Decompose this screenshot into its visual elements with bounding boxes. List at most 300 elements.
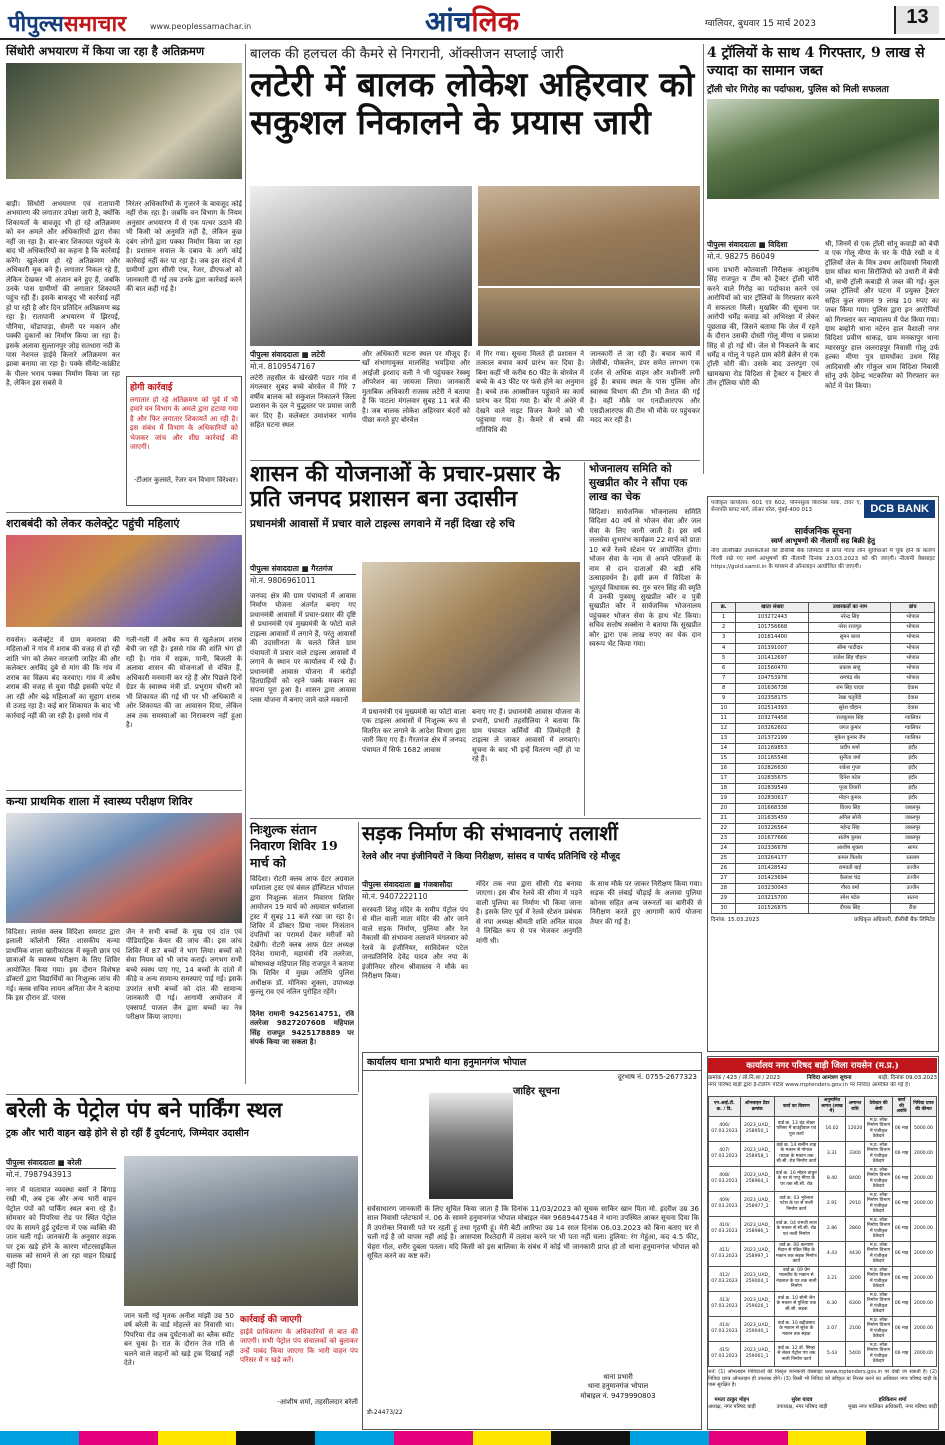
table-row [709, 1341, 937, 1366]
table-row [709, 1141, 937, 1166]
table-cell: भोपाल [891, 653, 935, 663]
dcb-logo: DCB BANK [864, 500, 935, 518]
table-cell: 2023_UAD_ 258986_1 [740, 1216, 774, 1241]
table-row [709, 1166, 937, 1191]
table-cell: 101423694 [736, 873, 809, 883]
table-cell: 5.43 [819, 1341, 846, 1366]
table-cell: 2023_UAD_ 258958_1 [740, 1141, 774, 1166]
trolley-mobile: मो.नं. 98275 86049 [707, 252, 775, 261]
table-cell: 2023_UAD_ 258950_1 [740, 1116, 774, 1141]
table-cell: 102514393 [736, 703, 809, 713]
table-cell: म.प्र. लोक निर्माण विभाग में पंजीकृत ठेकेदार [865, 1141, 893, 1166]
section-title [425, 2, 519, 40]
table-row [709, 1216, 937, 1241]
table-cell: ग्वालियर [891, 713, 935, 723]
table-cell: म.प्र. लोक निर्माण विभाग में पंजीकृत ठेकेदार [865, 1216, 893, 1241]
dcb-col-no: क्र. [712, 603, 736, 613]
table-row [712, 843, 935, 853]
table-cell: 2000.00 [910, 1166, 936, 1191]
table-cell: सुमन बाला [809, 633, 891, 643]
story-petrol-parking [6, 1098, 358, 1430]
table-cell: 15 [712, 753, 736, 763]
santan-contacts: दिनेश रामानी 9425614751, रवि तलरेजा 9827207608 महिपाल सिंह राजपूत 9425178889 पर संपर्क किया जा सकता है। [250, 1010, 354, 1047]
table-row [712, 673, 935, 683]
table-cell: प्रदीप शर्मा [809, 743, 891, 753]
road-headline: सड़क निर्माण की संभावनाएं तलाशीं [362, 821, 618, 845]
tender-column-header: अमानत राशि [845, 1097, 864, 1117]
table-cell: उज्जैन [891, 873, 935, 883]
table-cell: ग्वालियर [891, 723, 935, 733]
table-cell: सुरेश चौहान [809, 703, 891, 713]
table-cell: इंदौर [891, 783, 935, 793]
table-row [712, 763, 935, 773]
table-cell: 2.86 [819, 1216, 846, 1241]
column-divider [358, 822, 359, 1092]
action-box-quote: लगातार हो रहे अतिक्रमण को पूर्व में भी हमारे वन विभाग के अमले द्वारा हटाया गया है और फिर लगातार शिकायतें आ रही है। इस संबंध में विभाग के अधिकारियों को भेजकर जांच और शीघ्र कार्रवाई की जाएगी। [130, 396, 238, 452]
table-cell: भोपाल [891, 643, 935, 653]
action-box-signature: -टीआर कुलस्ते, रेंजर वन विभाग विरेश्वर। [133, 476, 238, 484]
table-cell: 7 [712, 673, 736, 683]
tender-signatory-2 [776, 1397, 827, 1411]
section-title-a: आंच [425, 5, 472, 38]
table-cell: वार्ड क्र. 13 चंद्र शेखर परिसर में बाउंड्रीवाल एवं पुल कार्य [774, 1116, 818, 1141]
table-cell: 2.07 [819, 1316, 846, 1341]
table-cell: 101428542 [736, 863, 809, 873]
table-row [712, 753, 935, 763]
table-cell: 102336678 [736, 843, 809, 853]
table-cell: दिनेश पटेल [809, 773, 891, 783]
tender-title: कार्यालय नगर परिषद बाड़ी जिला रायसेन (म.प्र.) [708, 1058, 937, 1073]
print-color-bar [0, 1431, 945, 1445]
table-row [712, 643, 935, 653]
table-cell: 06 माह [893, 1116, 911, 1141]
table-cell: अनिल सोनी [809, 813, 891, 823]
table-cell: 102830617 [736, 793, 809, 803]
road-body-3: के साथ मौके पर जाकर निरीक्षण किया गया। सड़क की लंबाई चौड़ाई के अलावा पुलिया कोनस सहित अन्य जरूरतों का बारीकी से निरीक्षण करते हुए आगामी कार्य योजना तैयार की गई है। [590, 880, 702, 926]
table-cell: वार्ड क्र. 03 भूरेलाल पटेल के घर से नाली निर्माण कार्य [774, 1191, 818, 1216]
table-cell: 101526875 [736, 903, 809, 913]
table-row [712, 823, 935, 833]
table-cell: कमल किशोर [809, 853, 891, 863]
table-cell: 414/ 07.03.2023 [709, 1316, 741, 1341]
library-body: विदिशा। सार्वजनिक भोजनालय समिति विदिशा 40 वर्ष से भोजन सेवा और जल सेवा के लिए जानी जाती है। इस वर्ष जलसेवा शुभारंभ कार्यक्रम 22 मार्च को प्रातः 10 बजे रेलवे स्टेशन पर आयोजित होगा। भोजन सेवा के नाम से अपने परिजनों के नाम से दान दाताओं की बड़ी रुचि उत्साहवर्धन है। इसी क्रम में विदिशा के भूतपूर्व विधायक स्व. गुरु चरन सिंह की स्मृति में उनकी पुत्रवधू सुखप्रीत कौर व पुत्री सुखप्रीत कौर ने सार्वजनिक भोजनालय पहुंचकर भोजन सेवा के हाथ भेंट किया। सचिव सत्तोष सक्सेना ने बताया कि सुखप्रीत कौर द्वारा एक लाख रुपए का चेक दान स्वरूप भेंट किया गया। [589, 508, 701, 649]
seized-trolleys-photo [707, 99, 939, 199]
table-cell: 2100 [845, 1316, 864, 1341]
table-cell: 6 [712, 663, 736, 673]
table-cell: 06 माह [893, 1291, 911, 1316]
missing-girl-photo [429, 1093, 513, 1199]
tender-signatory-3 [848, 1397, 937, 1411]
tender-column-header: कार्य की अवधि [893, 1097, 911, 1117]
police-sign-title: थाना प्रभारी [603, 1373, 633, 1381]
table-cell: 2000.00 [910, 1291, 936, 1316]
tender-column-header: ऑनलाइन टेंडर क्रमांक [740, 1097, 774, 1117]
table-cell: 10 [712, 703, 736, 713]
story-road-survey [362, 822, 702, 1052]
dcb-date: दिनांक: 15.03.2023 [711, 916, 760, 923]
table-cell: 103230043 [736, 883, 809, 893]
table-cell: 2023_UAD_ 259040_1 [740, 1316, 774, 1341]
table-cell: 6300 [845, 1291, 864, 1316]
table-cell: राजेश सिंह चौहान [809, 653, 891, 663]
table-row [712, 803, 935, 813]
police-sign-mobile: मोबाइल नं. 9479990803 [580, 1391, 656, 1400]
health-camp-photo [6, 813, 242, 923]
story-health-body: विदिशा। लायंस क्लब विदिशा समराट द्वारा इलाली कॉलोनी स्थित शासकीय कन्या प्राथमिक शाला खारीफाटक में स्कूली छात्र एवं छात्राओं के स्वास्थ्य परीक्षण के लिए शिविर आयोजित किया गया। इस दौरान विशेषज्ञ डॉक्टरों द्वारा विद्यार्थियों का निःशुल्क जांच की गई। क्लब सचिव लायन अनिता जैन ने बताया कि इस दौरान डॉ. पारस [6, 928, 120, 1003]
table-cell: 06 माह [893, 1166, 911, 1191]
story-liquor-headline: शराबबंदी को लेकर कलेक्ट्रेट पहुंची महिलाएं [6, 517, 180, 530]
table-cell: 103272443 [736, 613, 809, 623]
logo-main: पीपुल्स [8, 11, 64, 37]
lead-story [250, 44, 700, 456]
table-cell: जगत कुमार [809, 723, 891, 733]
table-cell: ग्वालियर [891, 733, 935, 743]
table-cell: 2000.00 [910, 1316, 936, 1341]
table-cell: 2023_UAD_ 258977_1 [740, 1191, 774, 1216]
table-cell: सागर [891, 843, 935, 853]
table-cell: 22 [712, 823, 736, 833]
table-cell: 25 [712, 853, 736, 863]
table-cell: 411/ 07.03.2023 [709, 1241, 741, 1266]
table-cell: 101677666 [736, 833, 809, 843]
table-cell: 5000.00 [910, 1116, 936, 1141]
table-cell: 101165548 [736, 753, 809, 763]
road-body-2: मंदिर तक नपा द्वारा सीसी रोड बनाया जाएगा। इस बीच रेलवे की सीमा में पड़ने वाली पुलिया का निर्माण भी किया जाना है। इसके लिए पूर्व में रेलवे स्टेशन प्रबंधक से नपा अध्यक्ष श्रीमती शशि अनिल यादव ने लिखित रूप से पत्र भेजकर अनुमति मांगी थी। [476, 880, 582, 945]
table-cell: सतना [891, 893, 935, 903]
table-cell: 24 [712, 843, 736, 853]
petrol-box-signature: -आशीष शर्मा, तहसीलदार बरेली [277, 1398, 358, 1406]
tender-table-body [709, 1116, 937, 1366]
table-cell: म.प्र. लोक निर्माण विभाग में पंजीकृत ठेकेदार [865, 1166, 893, 1191]
table-row [712, 853, 935, 863]
table-row [712, 863, 935, 873]
petrol-subhead: ट्रक और भारी वाहन खड़े होने से हो रहीं हैं दुर्घटनाएं, जिम्मेदार उदासीन [6, 1128, 249, 1140]
table-cell: दीपक सिंह [809, 903, 891, 913]
table-cell: वार्ड क्र. 09 प्रेम मालवीय के मकान से नंदलाल के घर तक नाली निर्माण [776, 1267, 817, 1290]
table-cell: 27 [712, 873, 736, 883]
table-cell: जबलपुर [891, 813, 935, 823]
table-row [712, 713, 935, 723]
table-cell: देवास [891, 703, 935, 713]
table-cell: 103264177 [736, 853, 809, 863]
table-cell: रीवा [891, 903, 935, 913]
yojana-mobile: मो.नं. 9806961011 [250, 576, 316, 585]
rescue-photo-2 [478, 186, 700, 286]
dcb-footer: प्राधिकृत अधिकारी, डीसीबी बैंक लिमिटेड [854, 916, 935, 923]
dcb-notice-title: सार्वजनिक सूचना [794, 527, 852, 537]
divider [6, 512, 242, 513]
table-cell: 06 माह [893, 1241, 911, 1266]
lead-body-3: में गिर गया। सूचना मिलते ही प्रशासन ने तत्काल बचाव कार्य प्रारंभ कर दिया है। बिना कहीं भी करीब 60 फीट के बोरवेल में बच्चे के 43 फीट पर फंसे होने का अनुमान है। बच्चे तक आक्सीजन पहुंचाने का कार्य प्रारंभ कर दिया गया है। बोर में अंधेरे में देखने वाले नाइट विजन कैमरे को भी पहुंचाया गया है। कैमरे से बच्चे की गतिविधि की [476, 350, 584, 434]
table-cell: 13 [712, 733, 736, 743]
petrol-headline: बरेली के पेट्रोल पंप बने पार्किंग स्थल [6, 1097, 283, 1122]
table-cell: 06 माह [893, 1141, 911, 1166]
story-trolley-theft [707, 44, 939, 494]
table-cell: 8.40 [819, 1166, 846, 1191]
tender-ref-right: बाड़ी, दिनांक 09.03.2023 [878, 1075, 937, 1081]
dcb-intro: नीचे उल्लिखित उधारकर्ताओं को डीसीबी बैंक लिमिटेड से प्राप्त गोल्ड लोन सुविधाओं में चूक होने के कारण गिरवी रखे गए स्वर्ण आभूषणों की नीलामी दिनांक 23.03.2023 को की जाएगी। नीलामी वेबसाइट https://gold.samil.in के माध्यम से ऑनलाइन आयोजित की जाएगी। [711, 548, 935, 570]
table-cell: वार्ड क्र. 04 रामजी लाल के मकान से सी.सी. रोड एवं नाली निर्माण [774, 1216, 818, 1241]
table-row [712, 743, 935, 753]
table-row [712, 773, 935, 783]
dcb-auction-table [711, 602, 935, 913]
website-url: www.peoplessamachar.in [150, 22, 252, 31]
lead-kicker: बालक की हलचल की कैमरे से निगरानी, ऑक्सीजन सप्लाई जारी [250, 46, 564, 62]
story-encroachment-headline: सिंधोरी अभयारण में किया जा रहा है अतिक्रमण [6, 44, 205, 58]
tender-signatory-1 [708, 1397, 756, 1411]
table-cell: 2910 [845, 1191, 864, 1216]
table-row [712, 723, 935, 733]
table-row [712, 703, 935, 713]
yojana-body-1: जनपद क्षेत्र की ग्राम पंचायतों में आवास निर्माण योजना अंतर्गत बनाए गए प्रधानमंत्री आवासों में प्रचार-प्रसार की दृष्टि से प्रधानमंत्री एवं मुख्यमंत्री के फोटो वाले टाइल्स आवासों में लगाने हैं, परंतु आवासों की उदासीनता के चलते जिले ग्राम पंचायतों में प्रचार वाले टाइल्स आवासों में लगाने के स्थान पर कार्यालय में रखे हैं। प्रधानमंत्री आवास योजना में करोड़ों हितग्राहियों को रहने पक्के मकान का सपना पूरा हुआ है। शासन द्वारा आवास प्लस योजना में बनाए जाने वाले मकानों [250, 592, 356, 704]
table-cell: 06 माह [893, 1341, 911, 1366]
table-cell: म.प्र. लोक निर्माण विभाग में पंजीकृत ठेकेदार [865, 1316, 893, 1341]
table-cell: 16.02 [819, 1116, 846, 1141]
petrol-body-2: जान चली गई मृतक अनीश मांझी उम्र 50 वर्ष बरेली के वार्ड मोहल्ले का निवासी था। पिपरिया रोड अब दुर्घटनाओं का ब्लैक स्पॉट बन चुका है। रात के दौरान तेज गति से चलने वाले वाहनों को खड़े ट्रक दिखाई नहीं देते। [124, 1312, 234, 1368]
table-row [712, 783, 935, 793]
table-cell: 2000.00 [910, 1191, 936, 1216]
table-cell: 2.91 [819, 1191, 846, 1216]
tender-ref-center: निविदा आमंत्रण सूचना [806, 1075, 852, 1081]
table-cell: 23 [712, 833, 736, 843]
story-encroachment [6, 44, 242, 510]
rescue-photo-3 [478, 288, 700, 346]
table-cell: 06 माह [893, 1191, 911, 1216]
table-cell: सीमा पाटीदार [809, 643, 891, 653]
table-row [712, 873, 935, 883]
road-mobile: मो.नं. 9407222110 [362, 892, 428, 901]
table-cell: 102826630 [736, 763, 809, 773]
table-cell: 2000.00 [910, 1266, 936, 1291]
table-cell: 406/ 07.03.2023 [709, 1116, 741, 1141]
divider [6, 790, 242, 791]
table-row [709, 1266, 937, 1291]
police-doc-ref: डी-24473/22 [367, 1409, 403, 1416]
table-cell: 3300 [845, 1141, 864, 1166]
road-byline: पीपुल्स संवाददाता ■ गंजबासौदा [362, 880, 468, 891]
trolley-body-1: थाना प्रभारी कोतवाली निरीक्षक आशुतोष सिंह राजपूत व टीम को ट्रैक्टर ट्रॉली चोरी करने वाले गिरोह का पर्दाफाश करने एवं आरोपियों को चार ट्रॉलियों के गिरफ्तार करने में सफलता मिली। मुखबिर की सूचना पर आरोपी धर्मेंद्र कवाड़ को अभिरक्षा में लेकर पूछताछ की, जिसने बताया कि जेल में रहने के दौरान उसकी दोस्ती गोलू मीणा व प्रकाश सिंह से हो गई थी। जेल से निकलने के बाद धर्मेंद्र व गोलू ने पहले ग्राम कोरी ब्रेलेन से एक ट्रॉली चोरी की। उसके बाद उत्तरपुरा एवं खामखया रोड विदिशा से ट्रैक्टर व ट्रैक्टर से तीन ट्रॉलिया चोरी की [707, 266, 819, 388]
table-row [709, 1316, 937, 1341]
table-cell: भोपाल [891, 673, 935, 683]
table-cell: राकेश गुप्ता [809, 763, 891, 773]
table-cell: वार्ड क्र. 06 कल्याण मैदान से पंडित सिंह के मकान तक सड़क निर्माण कार्य [776, 1242, 817, 1265]
table-cell: जबलपुर [891, 833, 935, 843]
table-row [712, 683, 935, 693]
table-cell: रामचंद्र बोर [809, 673, 891, 683]
tender-column-header: ठेकेदार की श्रेणी [865, 1097, 893, 1117]
table-cell: 101814400 [736, 633, 809, 643]
encroachment-photo [6, 63, 242, 179]
table-cell: 4 [712, 643, 736, 653]
table-cell: 2000.00 [910, 1241, 936, 1266]
stacked-tiles-photo [362, 562, 580, 702]
table-cell: 101412697 [736, 653, 809, 663]
table-cell: 101668338 [736, 803, 809, 813]
table-cell: वार्ड क्र. 10 सोनी जैन के मकान से पुलिया तक सी.सी. सड़क [774, 1291, 818, 1316]
table-cell: 3.21 [819, 1266, 846, 1291]
dcb-bank-notice [707, 496, 939, 1052]
tender-sign-3-role: मुख्य नगर पालिका अधिकारी, नगर परिषद बाड़ी [848, 1403, 937, 1410]
dcb-col-name: उधारकर्ता का नाम [809, 603, 891, 613]
table-cell: 28 [712, 883, 736, 893]
table-cell: 9 [712, 693, 736, 703]
table-cell: म.प्र. लोक निर्माण विभाग में पंजीकृत ठेकेदार [865, 1266, 893, 1291]
action-box-title: होगी कार्रवाई [130, 383, 173, 393]
road-subhead: रेलवे और नपा इंजीनियरों ने किया निरीक्षण, सांसद व पार्षद प्रतिनिधि रहे मौजूद [362, 852, 621, 862]
table-cell: 17 [712, 773, 736, 783]
tender-column-header: निविदा प्रपत्र की कीमत [910, 1097, 936, 1117]
table-cell: 3.31 [819, 1141, 846, 1166]
table-cell: वार्ड क्र. 14 सलीम शाह के मकान से गोपाल पाठक के मकान तक सी.सी. रोड निर्माण कार्य [774, 1141, 818, 1166]
table-row [712, 623, 935, 633]
table-cell: म.प्र. लोक निर्माण विभाग में पंजीकृत ठेकेदार [865, 1291, 893, 1316]
table-row [712, 793, 935, 803]
logo-accent: समाचार [63, 11, 127, 37]
road-body-1: सरस्वती शिशु मंदिर के समीप पेट्रोल पंप से मील वाली माता मंदिर की ओर जाने वाले सड़क निर्माण, पुलिया और रेल नैकासी की संभावना तलाशने मंगलवार को रेलवे के इंजीनियर, साविदेकर पटेल जनप्रतिनिधि देवेंद्र यादव और नपा के इंजीनियर सौरभ श्रीवास्तव ने मौके का निरीक्षण किया। [362, 906, 468, 981]
table-cell: आशीष शुक्ला [809, 843, 891, 853]
santan-headline: निःशुल्क संतान निवारण शिविर 19 मार्च को [250, 822, 338, 870]
lead-headline: लटेरी में बालक लोकेश अहिरवार को सकुशल निकालने के प्रयास जारी [250, 65, 695, 144]
petrol-pump-photo [124, 1156, 358, 1306]
table-cell: 20 [712, 803, 736, 813]
table-cell: 12 [712, 723, 736, 733]
yojana-subhead: प्रधानमंत्री आवासों में प्रचार वाले टाइल्स लगवाने में नहीं दिखा रहे रुचि [250, 517, 515, 530]
table-row [712, 693, 935, 703]
table-cell: भोपाल [891, 663, 935, 673]
table-cell: राजकुमार सिंह [809, 713, 891, 723]
story-encroachment-body: बाड़ी। सिंधोरी अभयारण एवं रातापानी अभयारण की लगातार उपेक्षा जारी है, क्योंकि शिकायतों के बावजूद भी हो रहे अतिक्रमण को वन अमले और अधिकारियों द्वारा रोका नहीं जा रहा है। बार-बार शिकायत पहुंचने के बाद भी अधिकारियों का कहना है कि कार्रवाई करेंगे। खुलेआम हो रहे अतिक्रमण और अधिकारी मूक बने हैं। लगातार निकल रहे हैं, लेकिन देखकर भी अंजान बने हुए हैं, जबकि उनके पास ग्रामीणों की लगातार शिकायतें पहुंच रही हैं। इसके बावजूद भी कार्रवाई नहीं हो पा रही है और दिन प्रतिदिन अतिक्रमण बढ़ रहा है। रातापानी अभयारण में झिरपई, पौनिया, चोंडापाड़ा, सेमरी पर मकान और पक्की दुकानों का निर्माण किया जा रहा है। इसके अलावा सुल्तानपुर जोड़ सतधारा नदी के पास नेशनल हाईवे किनारे अतिक्रमण कर झाबा बनाया जा रहा है। पक्के सीमेंट-कांक्रीट के पीलर भराव पक्का निर्माण किया जा रहा है, लेकिन इस सबसे वे [6, 200, 120, 388]
table-cell: उज्जैन [891, 863, 935, 873]
column-divider [584, 462, 585, 816]
lead-byline: पीपुल्स संवाददाता ■ लटेरी [250, 350, 360, 361]
table-row [709, 1191, 937, 1216]
table-cell: 408/ 07.03.2023 [709, 1166, 741, 1191]
lead-body-4: जानकारी ले जा रही है। बचाव कार्य में जेसीबी, पोकलेन, डंपर समेत लगभग एक दर्जन से अधिक वाहन और मशीनरी लगी हुई हैं। बचाव स्थल के पास पुलिस और स्वास्थ्य विभाग की टीम भी तैनात की गई है। वहीं मौके पर एनडीआरएफ और एसडीआरएफ की टीम भी मौके पर पहुंचकर मदद कर रही है। [590, 350, 700, 425]
table-row [709, 1116, 937, 1141]
table-cell: 103262602 [736, 723, 809, 733]
petrol-box-title: कार्रवाई की जाएगी [240, 1315, 302, 1325]
table-cell: म.प्र. लोक निर्माण विभाग में पंजीकृत ठेकेदार [865, 1116, 893, 1141]
table-cell: इंदौर [891, 763, 935, 773]
trolley-headline: 4 ट्रॉलियों के साथ 4 गिरफ्तार, 9 लाख से ज्यादा का सामान जब्त [707, 45, 925, 80]
table-cell: उज्जैन [891, 883, 935, 893]
table-cell: 06 माह [893, 1316, 911, 1341]
table-cell: इंदौर [891, 743, 935, 753]
tender-intro: नगर परिषद बाड़ी द्वारा ई-टेंडरिंग पोर्टल www.mptenders.gov.in पर निविदा आमंत्रित की गई है। [708, 1082, 911, 1089]
police-missing-notice [362, 1052, 702, 1430]
table-cell: 2 [712, 623, 736, 633]
dcb-col-account: खाता संख्या [736, 603, 809, 613]
table-cell: 2000.00 [910, 1216, 936, 1241]
police-phone: दूरभाष नं. 0755-2677323 [617, 1073, 697, 1081]
table-cell: 06 माह [893, 1266, 911, 1291]
tender-sign-1-name: ममता ठाकुर मोहन [714, 1396, 750, 1403]
table-cell: म.प्र. लोक निर्माण विभाग में पंजीकृत ठेकेदार [865, 1241, 893, 1266]
table-cell: मुकेश कुमार जैन [809, 733, 891, 743]
table-cell: नरेश राजपूत [809, 623, 891, 633]
table-row [712, 883, 935, 893]
tender-table [708, 1096, 937, 1367]
yojana-byline: पीपुल्स संवाददाता ■ गैरतगंज [250, 564, 356, 575]
police-signatory [543, 1373, 693, 1401]
tender-note: शर्तें: (1) ऑनलाइन निविदाओं की विस्तृत जानकारी वेबसाइट www.mptenders.gov.in पर देखी जा सकती है। (2) निविदा प्रपत्र ऑनलाइन ही उपलब्ध होंगे। (3) किसी भी निविदा को स्वीकृत या निरस्त करने का अधिकार नगर परिषद बाड़ी के पास सुरक्षित है। [708, 1368, 937, 1389]
section-title-b: लिक [471, 5, 520, 38]
trolley-body-2: थी, जिनमें से एक ट्रॉली सोनू कवाड़ी को बेची व एक गोलू मीणा के घर के पीछे रखी व ये ट्रॉलियाँ जेल के मित्र उधम आदिवासी निवासी ग्राम घोंका थाना सिरोंजियो को उधारी में बेची थी, सभी ट्रॉली कबाड़ी से जब्त की गई। कुल जब्त ट्रॉलियों और घटना में प्रयुक्त ट्रैक्टर सहित कुल सामान 9 लाख 10 रुपए का जब्त किया गया। पुलिस द्वारा इन आरोपियों को गिरफ्तार कर न्यायालय में पेश किया गया। ग्राम बम्होरी थाना नटेरन हाल वैशाली नगर विदिशा प्रवीण धाकड़, ग्राम मनकापुर थाना ग्यारसपुर हाल जलराहपुर निवासी गोलू उर्फ हल्का मीणा पुत्र ग्रामघोंका उधम सिंह आदिवासी और गोकुल धाम विदिशा निवासी सोनू उर्फ देवेन्द्र भटकरिया को गिरफ्तार कर कोर्ट में पेश किया। [825, 240, 939, 390]
column-divider [245, 44, 246, 1084]
table-cell: 1 [712, 613, 736, 623]
table-cell: देवास [891, 693, 935, 703]
story-donation-cheque [589, 462, 701, 816]
petrol-action-box [240, 1312, 358, 1428]
table-cell: जबलपुर [891, 823, 935, 833]
yojana-headline: शासन की योजनाओं के प्रचार-प्रसार के प्रति जनपद प्रशासन बना उदासीन [250, 461, 560, 513]
table-cell: इंदौर [891, 753, 935, 763]
dcb-col-branch: ब्रांच [891, 603, 935, 613]
table-cell: वार्ड क्र. 16 मोहन ठाकुर के घर से पप्पू मीणा के घर तक सी.सी. रोड [774, 1166, 818, 1191]
petrol-mobile: मो.नं. 7987943913 [6, 1170, 72, 1179]
story-encroachment-body-b: निरंतर अधिकारियों के गुजरने के बावजूद कोई नहीं रोक रहा है। जबकि वन विभाग के नियम अनुसार अभयारण में से एक पत्थर उठाने की भी किसी को अनुमति नहीं है, लेकिन कुछ दबंग लोगों द्वारा पक्का निर्माण किया जा रहा है। प्रशासन सवाल के दबाव के आगे कोई कार्रवाई नहीं कर पा रहा है। जब इस संदर्भ में ग्रामीणों द्वारा सीसी एफ, रेंजर, डीएफओ को जानकारी दी गई तब उनके द्वारा कार्रवाई करने की बात कही गई है। [126, 200, 242, 293]
table-cell: 4430 [845, 1241, 864, 1266]
story-health-camp [6, 794, 242, 1090]
table-cell: 3 [712, 633, 736, 643]
yojana-body-2: में प्रधानमंत्री एवं मुख्यमंत्री का फोटो वाला एक टाइल्स आवासों में निःशुल्क रूप से वितरित कर लगाने के आदेश विभाग द्वारा जारी किए गए हैं। गैरतगंज क्षेत्र में जनपद पंचायत में सिर्फ 1682 आवास [362, 708, 466, 754]
table-cell: 2000.00 [910, 1141, 936, 1166]
table-cell: 409/ 07.03.2023 [709, 1191, 741, 1216]
table-cell: 3200 [845, 1266, 864, 1291]
table-cell: गौरव वर्मा [809, 883, 891, 893]
table-cell: पूजा तिवारी [809, 783, 891, 793]
lead-body-2: और अधिकारी घटना स्थल पर मौजूद हैं। खाँ संभागायुक्त मालसिंह भयड़िया और आईजी इरशाद वली ने भी पहुंचकर रेस्क्यू ऑपरेशन का जायजा लिया। जानकारी मुताबिक अधिकारी राजस्व लटेरी ने बताया है कि पाटला मंगलवार सुबह 11 बजे की है। जब बालक लोकेश अहिरवार बंदरों को पीछा करते हुए बोरवेल [362, 350, 470, 425]
table-row [712, 903, 935, 913]
tender-column-header: एन.आई.टी. क्र. / दि. [709, 1097, 741, 1117]
table-cell: 5400 [845, 1341, 864, 1366]
table-cell: 103215700 [736, 893, 809, 903]
table-row [712, 833, 935, 843]
table-cell: 412/ 07.03.2023 [709, 1266, 741, 1291]
santan-body: विदिशा। रोटरी क्लब आफ ग्रेटर अग्रवाल धर्मशाला ट्रस्ट एवं बंसल हॉस्पिटल भोपाल द्वारा निःशुल्क संतान निवारण शिविर आयोजन 19 मार्च को अग्रवाल धर्मशाला ट्रस्ट में सुबह 11 बजे रखा जा रहा है। शिविर में डॉक्टर प्रिया नायर निःसंतान दंपतियों का परामर्श देकर मरीजों को देखेंगी। रोटरी क्लब आफ ग्रेटर अध्यक्ष दिनेश रामानी, महामंत्री रवि तलरेजा, कोषाध्यक्ष महिपाल सिंह राजपूत ने बताया कि शिविर में मुख्य अतिथि पुलिस अधीक्षक डॉ. मोनिका शुक्ला, उपाध्यक्ष कुल्लू राव एवं नलिन पुरोहित रहेंगे। [250, 874, 354, 996]
dcb-notice-subtitle: स्वर्ण आभूषणों की नीलामी सह बिक्री हेतु [771, 537, 875, 545]
table-cell: भोपाल [891, 613, 935, 623]
lead-mobile: मो.नं. 8109547167 [250, 362, 316, 371]
table-row [712, 733, 935, 743]
tender-column-header: अनुमानित लागत (लाख में) [819, 1097, 846, 1117]
table-cell: 2860 [845, 1216, 864, 1241]
table-cell: 103274458 [736, 713, 809, 723]
women-protest-photo [6, 535, 242, 627]
table-cell: 8400 [845, 1166, 864, 1191]
table-cell: जबलपुर [891, 803, 935, 813]
table-cell: 18 [712, 783, 736, 793]
table-cell: 102839549 [736, 783, 809, 793]
table-cell: 26 [712, 863, 736, 873]
table-cell: 101391007 [736, 643, 809, 653]
lead-body-1: लटेरी तहसील के खेरखेरी पठार गांव में मंगलवार सुबह बच्चे बोरवेल में गिरे 7 वर्षीय बालक को सकुशल निकालने जिला प्रशासन के दल ने युद्धस्तर पर प्रयास जारी कर दिए हैं। कलेक्टर उमाशंकर भार्गव सहित घटना स्थल [250, 374, 356, 430]
table-cell: 2023_UAD_ 258964_1 [740, 1166, 774, 1191]
table-cell: 21 [712, 813, 736, 823]
table-cell: म.प्र. लोक निर्माण विभाग में पंजीकृत ठेकेदार [865, 1191, 893, 1216]
table-cell: 06 माह [893, 1216, 911, 1241]
petrol-box-quote: हाईवे प्राधिकरण के अधिकारियों से बात की जाएगी। सभी पेट्रोल पंप संचालकों को बुलाकर उन्हें पाबंद किया जाएगा कि भारी वाहन पंप परिसर में न खड़े करें। [240, 1328, 358, 1365]
action-quote-box [126, 376, 242, 506]
table-cell: 101635459 [736, 813, 809, 823]
trolley-byline: पीपुल्स संवाददाता ■ विदिशा [707, 240, 819, 251]
table-cell: 413/ 07.03.2023 [709, 1291, 741, 1316]
page-number: 13 [894, 6, 939, 34]
table-cell: विजय सिंह [809, 803, 891, 813]
table-row [712, 813, 935, 823]
table-cell: 12020 [845, 1116, 864, 1141]
table-cell: संतोष कुमार [809, 833, 891, 843]
